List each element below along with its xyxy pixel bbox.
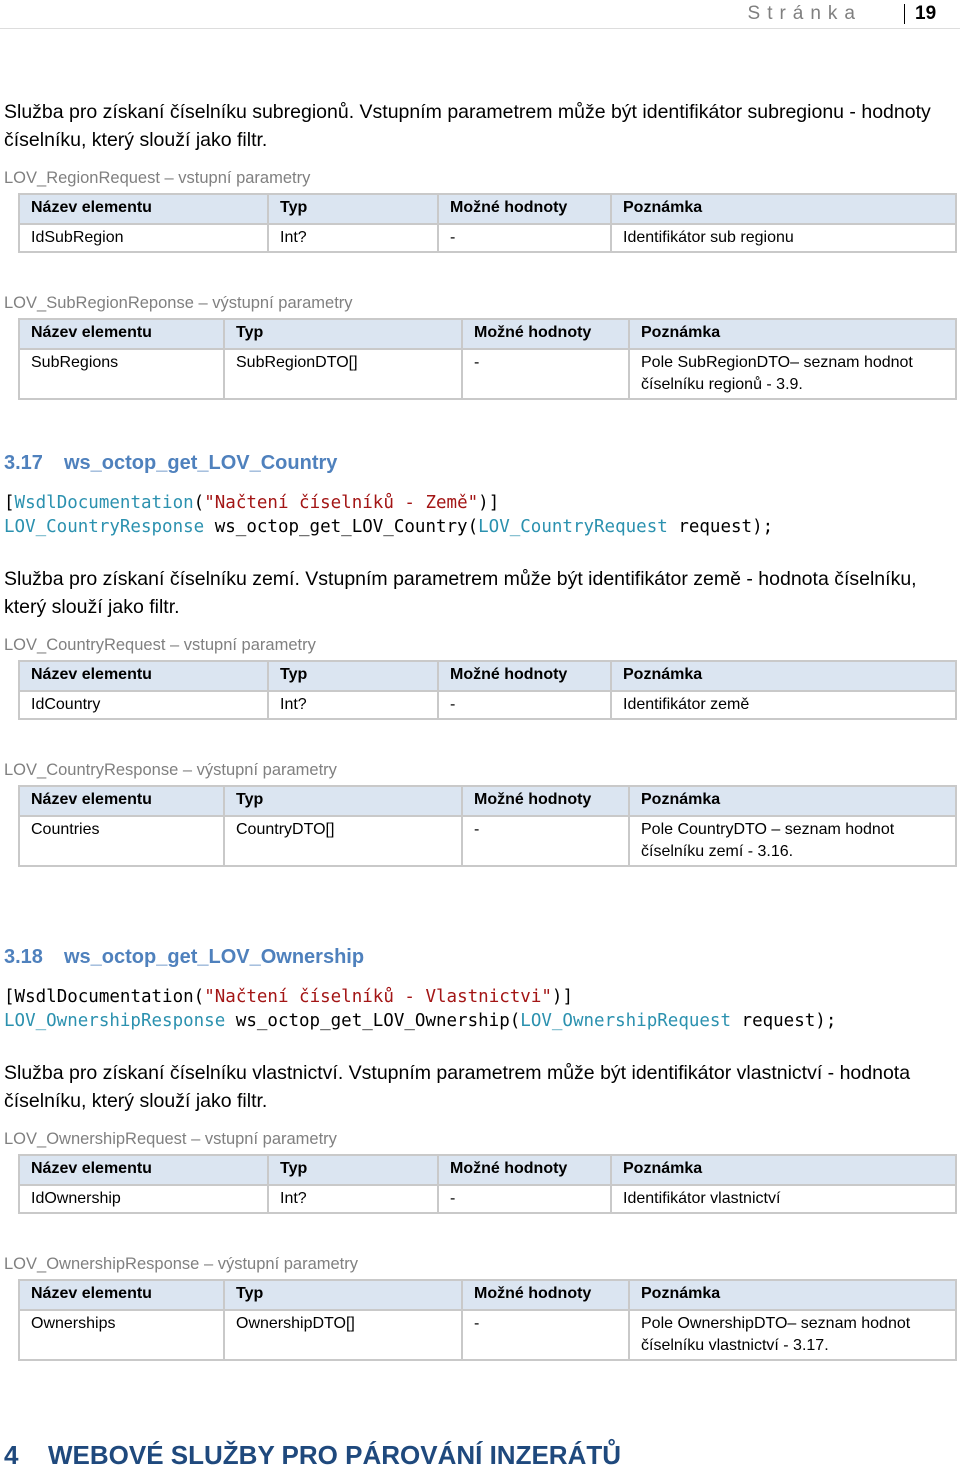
subregion-description: Služba pro získaní číselníku subregionů. Vstupním parametrem může být identifikátor subregionu - hodnoty číselníku, který slouží jako filtr. [4,101,931,151]
ownership-response-caption: LOV_OwnershipResponse – výstupní parametry [4,1255,359,1273]
ownership-request-table [18,1154,957,1214]
column-header: Název elementu [19,661,268,691]
table-cell: IdSubRegion [19,224,268,252]
table-cell: OwnershipDTO[] [224,1310,462,1360]
table-cell: SubRegions [19,349,224,399]
table-cell: Countries [19,816,224,866]
column-header: Poznámka [629,1280,956,1310]
table-cell: Pole SubRegionDTO– seznam hodnot číselníku regionů - 3.9. [629,349,956,399]
chapter-heading [4,1440,621,1471]
column-header: Typ [224,1280,462,1310]
code-token: ( [193,493,205,513]
code-token: LOV_OwnershipResponse [4,1011,226,1031]
subregion-request-table [18,193,957,253]
table-cell: Identifikátor sub regionu [611,224,956,252]
code-token: )] [478,493,500,513]
table-cell: Pole CountryDTO – seznam hodnot číselníku zemí - 3.16. [629,816,956,866]
subregion-response-caption: LOV_SubRegionReponse – výstupní parametry [4,294,353,312]
column-header: Typ [224,319,462,349]
column-header: Možné hodnoty [438,1155,611,1185]
code-token: ( [193,987,205,1007]
table-cell: Int? [268,691,438,719]
code-token: "Načtení číselníků - Země" [204,493,479,513]
table-cell: Identifikátor země [611,691,956,719]
code-signature-line [4,515,773,539]
table-row [19,816,956,866]
column-header: Poznámka [611,661,956,691]
table-header-row [19,661,956,691]
code-token: ws_octop_get_LOV_Ownership( [225,1011,521,1031]
header-rule [0,28,960,29]
column-header: Název elementu [19,1280,224,1310]
code-attribute-line [4,985,573,1009]
country-request-caption: LOV_CountryRequest – vstupní parametry [4,636,316,654]
section-title: ws_octop_get_LOV_Ownership [64,946,365,968]
country-response-caption: LOV_CountryResponse – výstupní parametry [4,761,337,779]
code-token: WsdlDocumentation [14,493,194,513]
chapter-number: 4 [4,1440,19,1470]
table-cell: - [462,1310,629,1360]
column-header: Název elementu [19,786,224,816]
table-header-row [19,194,956,224]
table-row [19,349,956,399]
table-cell: IdOwnership [19,1185,268,1213]
table-header-row [19,786,956,816]
table-cell: Pole OwnershipDTO– seznam hodnot číselníku vlastnictví - 3.17. [629,1310,956,1360]
column-header: Typ [224,786,462,816]
section-number: 3.18 [4,946,43,968]
table-cell: IdCountry [19,691,268,719]
page-number: 19 [915,3,937,24]
column-header: Poznámka [629,786,956,816]
table-cell: - [462,349,629,399]
table-cell: - [438,691,611,719]
column-header: Možné hodnoty [462,786,629,816]
code-attribute-line [4,491,499,515]
column-header: Poznámka [629,319,956,349]
table-row [19,691,956,719]
table-cell: - [438,224,611,252]
code-token: "Načtení číselníků - Vlastnictvi" [204,987,552,1007]
ownership-request-caption: LOV_OwnershipRequest – vstupní parametry [4,1130,337,1148]
table-cell: SubRegionDTO[] [224,349,462,399]
code-token: LOV_CountryRequest [478,517,668,537]
section-heading [4,452,337,475]
column-header: Možné hodnoty [462,319,629,349]
column-header: Typ [268,194,438,224]
column-header: Možné hodnoty [438,194,611,224]
column-header: Poznámka [611,1155,956,1185]
section-title: ws_octop_get_LOV_Country [64,452,338,474]
table-row [19,224,956,252]
table-row [19,1185,956,1213]
column-header: Název elementu [19,1155,268,1185]
section-number: 3.17 [4,452,43,474]
table-header-row [19,319,956,349]
code-token: request); [731,1011,837,1031]
page-label: Stránka [747,3,862,24]
table-cell: CountryDTO[] [224,816,462,866]
column-header: Název elementu [19,319,224,349]
table-cell: Int? [268,224,438,252]
column-header: Poznámka [611,194,956,224]
header-separator [904,4,905,24]
table-cell: Ownerships [19,1310,224,1360]
code-token: [ [4,987,15,1007]
column-header: Typ [268,661,438,691]
code-token: LOV_CountryResponse [4,517,205,537]
code-token: )] [551,987,573,1007]
subregion-response-table [18,318,957,400]
code-token: WsdlDocumentation [14,987,194,1007]
code-token: request); [667,517,774,537]
table-cell: Int? [268,1185,438,1213]
table-cell: - [462,816,629,866]
table-cell: Identifikátor vlastnictví [611,1185,956,1213]
column-header: Možné hodnoty [438,661,611,691]
code-signature-line [4,1009,836,1033]
country-request-table [18,660,957,720]
table-cell: - [438,1185,611,1213]
chapter-title: WEBOVÉ SLUŽBY PRO PÁROVÁNÍ INZERÁTŮ [48,1440,622,1470]
column-header: Možné hodnoty [462,1280,629,1310]
section-heading [4,946,364,969]
table-row [19,1310,956,1360]
code-token: [ [4,493,15,513]
country-description: Služba pro získaní číselníku zemí. Vstupním parametrem může být identifikátor země - hodnota číselníku, který slouží jako filtr. [4,568,917,618]
country-response-table [18,785,957,867]
column-header: Typ [268,1155,438,1185]
column-header: Název elementu [19,194,268,224]
table-header-row [19,1155,956,1185]
subregion-request-caption: LOV_RegionRequest – vstupní parametry [4,169,311,187]
table-header-row [19,1280,956,1310]
ownership-description: Služba pro získaní číselníku vlastnictví. Vstupním parametrem může být identifikátor vlastnictví - hodnota číselníku, který slouží jako filtr. [4,1062,911,1112]
code-token: LOV_OwnershipRequest [520,1011,731,1031]
ownership-response-table [18,1279,957,1361]
code-token: ws_octop_get_LOV_Country( [204,517,479,537]
